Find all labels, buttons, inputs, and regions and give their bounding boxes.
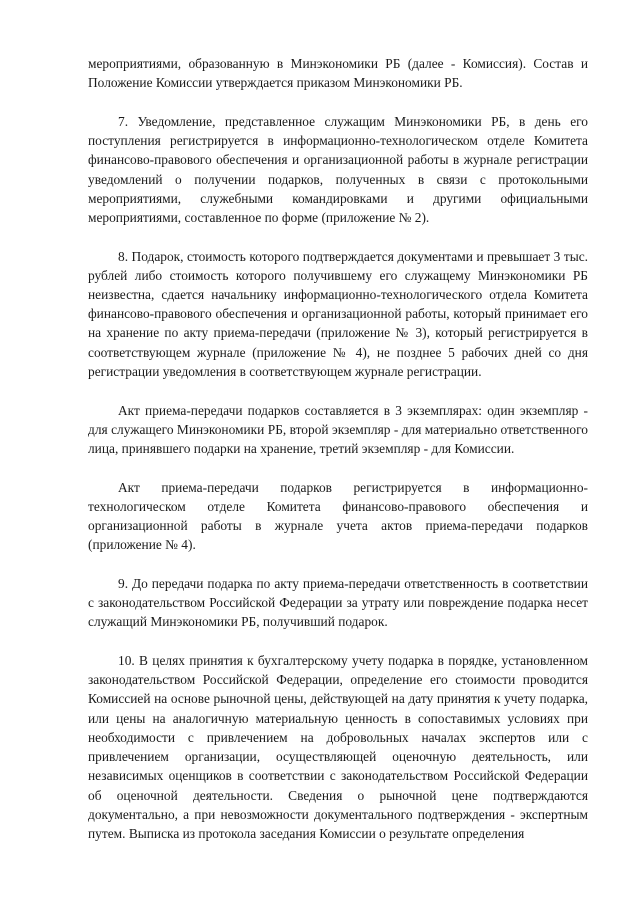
paragraph-item-9: 9. До передачи подарка по акту приема-передачи ответственность в соответствии с законодательством Российской Федерации за утрату или повреждение подарка несет служащий Минэкономики РБ, получивший подарок.: [88, 575, 588, 630]
paragraph-item-8: 8. Подарок, стоимость которого подтверждается документами и превышает 3 тыс. рублей либо стоимость которого получившему его служащему Минэкономики РБ неизвестна, сдается начальнику информационно-технологического отдела Комитета финансово-правового обеспечения и организационной работы, который принимает его на хранение по акту приема-передачи (приложение № 3), который регистрируется в соответствующем журнале (приложение № 4), не позднее 5 рабочих дней со дня регистрации уведомления в соответствующем журнале регистрации.: [88, 248, 588, 379]
paragraph-act-registration: Акт приема-передачи подарков регистрируется в информационно-технологическом отделе Комитета финансово-правового обеспечения и организационной работы в журнале учета актов приема-передачи подарков (приложение № 4).: [88, 479, 588, 553]
paragraph-item-7: 7. Уведомление, представленное служащим Минэкономики РБ, в день его поступления регистрируется в информационно-технологическом отделе Комитета финансово-правового обеспечения и организационной работы в журнале регистрации уведомлений о получении подарков, полученных в связи с протокольными мероприятиями, служебными командировками и другими официальными мероприятиями, составленное по форме (приложение № 2).: [88, 113, 588, 225]
paragraph-item-10: 10. В целях принятия к бухгалтерскому учету подарка в порядке, установленном законодательством Российской Федерации, определение его стоимости проводится Комиссией на основе рыночной цены, действующей на дату принятия к учету подарка, или цены на аналогичную материальную ценность в сопоставимых условиях при необходимости с привлечением на добровольных началах экспертов или с привлечением организации, осуществляющей оценочную деятельность, или независимых оценщиков в соответствии с законодательством Российской Федерации об оценочной деятельности. Сведения о рыночной цене подтверждаются документально, а при невозможности документального подтверждения - экспертным путем. Выписка из протокола заседания Комиссии о результате определения: [88, 653, 588, 841]
paragraph-act-copies: Акт приема-передачи подарков составляется в 3 экземплярах: один экземпляр - для служащего Минэкономики РБ, второй экземпляр - для материально ответственного лица, принявшего подарки на хранение, третий экземпляр - для Комиссии.: [88, 402, 588, 456]
paragraph-commission-continuation: мероприятиями, образованную в Минэкономики РБ (далее - Комиссия). Состав и Положение Комиссии утверждается приказом Минэкономики РБ.: [88, 56, 588, 91]
document-page: [88, 54, 588, 863]
